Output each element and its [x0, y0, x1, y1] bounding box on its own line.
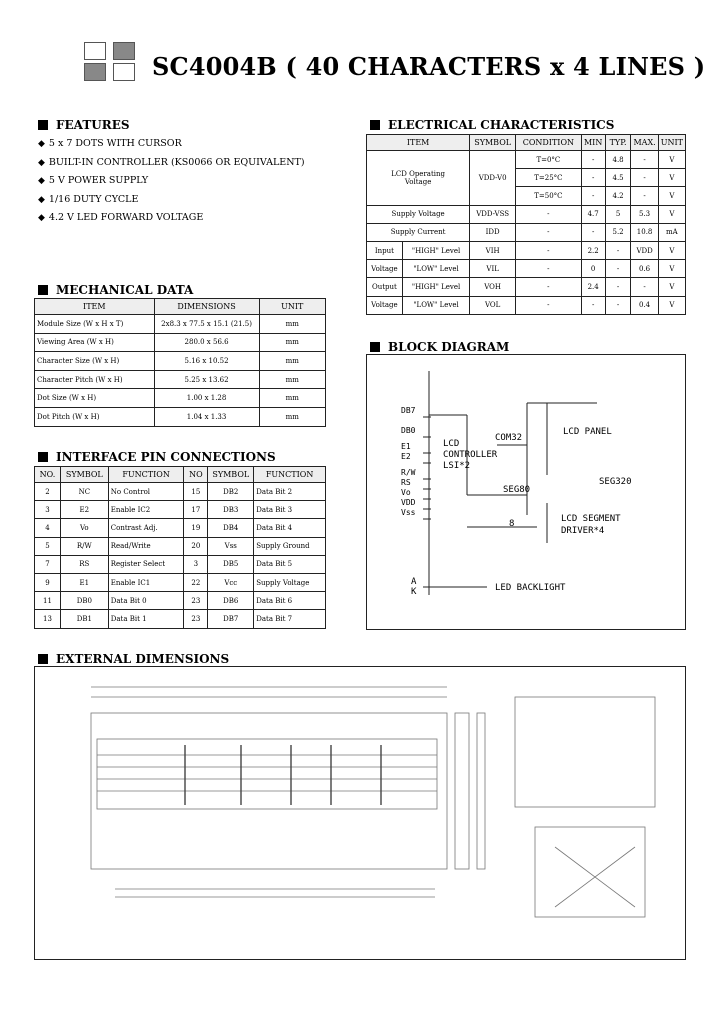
- lcd-panel-label: LCD PANEL: [563, 427, 612, 437]
- seg320-label: SEG320: [599, 477, 632, 487]
- table-cell: 4.8: [605, 151, 631, 169]
- interface-pin-table: [34, 466, 326, 629]
- feature-text: BUILT-IN CONTROLLER (KS0066 OR EQUIVALENT): [48, 156, 305, 168]
- table-cell: -: [605, 241, 631, 259]
- table-cell: Data Bit 3: [254, 501, 326, 519]
- table-cell: Register Select: [108, 555, 184, 573]
- feature-item: [38, 138, 182, 149]
- table-row: [367, 223, 686, 241]
- table-cell: VOH: [470, 278, 516, 296]
- pin-label: E1: [401, 442, 411, 451]
- pin-label: E2: [401, 452, 411, 461]
- table-cell: 2x8.3 x 77.5 x 15.1 (21.5): [154, 315, 259, 334]
- table-cell: 2: [35, 483, 61, 501]
- table-cell: -: [516, 223, 582, 241]
- logo-square-1: [84, 42, 106, 60]
- electrical-heading: ELECTRICAL CHARACTERISTICS: [370, 118, 614, 132]
- table-cell: 5: [605, 205, 631, 223]
- table-row: [35, 592, 326, 610]
- table-cell: E1: [60, 573, 108, 591]
- item-line: Voltage: [404, 177, 432, 186]
- table-cell: T=25°C: [516, 169, 582, 187]
- section-marker-icon: [38, 285, 48, 295]
- pin-label: DB7: [401, 406, 416, 415]
- column-header: DIMENSIONS: [154, 299, 259, 315]
- table-cell: Dot Size (W x H): [35, 389, 155, 408]
- interface-heading: INTERFACE PIN CONNECTIONS: [38, 450, 276, 464]
- column-header: ITEM: [35, 299, 155, 315]
- column-header: TYP.: [605, 135, 631, 151]
- mechanical-heading: MECHANICAL DATA: [38, 283, 193, 297]
- table-cell: IDD: [470, 223, 516, 241]
- table-row: [35, 370, 326, 389]
- table-cell: Viewing Area (W x H): [35, 333, 155, 352]
- table-cell: -: [631, 151, 658, 169]
- table-cell: Read/Write: [108, 537, 184, 555]
- table-cell: Vo: [60, 519, 108, 537]
- table-cell: V: [658, 260, 685, 278]
- controller-label: LCD CONTROLLER LSI*2: [443, 439, 498, 471]
- external-heading: EXTERNAL DIMENSIONS: [38, 652, 229, 666]
- page-title: SC4004B ( 40 CHARACTERS x 4 LINES ): [152, 52, 706, 81]
- table-cell: 4.2: [605, 187, 631, 205]
- table-cell: -: [605, 296, 631, 314]
- table-cell: VIH: [470, 241, 516, 259]
- table-cell: -: [516, 278, 582, 296]
- logo-square-3: [84, 63, 106, 81]
- table-cell: Module Size (W x H x T): [35, 315, 155, 334]
- table-cell: Vss: [208, 537, 254, 555]
- table-cell: 5.25 x 13.62: [154, 370, 259, 389]
- table-cell: "HIGH" Level: [402, 278, 469, 296]
- table-cell: 4.5: [605, 169, 631, 187]
- table-cell: 2.2: [581, 241, 605, 259]
- table-row: [367, 241, 686, 259]
- feature-text: 5 x 7 DOTS WITH CURSOR: [48, 138, 182, 149]
- table-cell: VDD-VSS: [470, 205, 516, 223]
- table-cell: Enable IC2: [108, 501, 184, 519]
- column-header: ITEM: [367, 135, 470, 151]
- table-cell: Output: [367, 278, 403, 296]
- table-cell: 7: [35, 555, 61, 573]
- table-cell: mm: [259, 333, 326, 352]
- section-marker-icon: [38, 654, 48, 664]
- pin-label: DB0: [401, 426, 416, 435]
- table-cell: 2.4: [581, 278, 605, 296]
- table-row: [35, 389, 326, 408]
- table-cell: Data Bit 5: [254, 555, 326, 573]
- table-cell: mm: [259, 389, 326, 408]
- table-cell: 13: [35, 610, 61, 628]
- table-row: [367, 296, 686, 314]
- table-cell: 0.4: [631, 296, 658, 314]
- table-cell: 5: [35, 537, 61, 555]
- table-cell: [367, 151, 470, 206]
- table-row: [35, 352, 326, 371]
- table-row: [35, 537, 326, 555]
- feature-item: [38, 157, 305, 168]
- table-cell: RS: [60, 555, 108, 573]
- table-cell: 5.16 x 10.52: [154, 352, 259, 371]
- pin-label: VDD: [401, 498, 416, 507]
- table-row: [35, 573, 326, 591]
- table-cell: V: [658, 151, 685, 169]
- table-cell: NC: [60, 483, 108, 501]
- table-cell: 9: [35, 573, 61, 591]
- table-cell: DB7: [208, 610, 254, 628]
- table-cell: 0.6: [631, 260, 658, 278]
- table-cell: DB4: [208, 519, 254, 537]
- table-cell: Input: [367, 241, 403, 259]
- table-cell: mm: [259, 407, 326, 426]
- table-cell: mm: [259, 315, 326, 334]
- table-cell: Character Size (W x H): [35, 352, 155, 371]
- table-cell: Supply Ground: [254, 537, 326, 555]
- table-cell: Data Bit 1: [108, 610, 184, 628]
- table-row: [35, 519, 326, 537]
- table-cell: -: [631, 278, 658, 296]
- table-cell: Data Bit 2: [254, 483, 326, 501]
- table-row: [367, 278, 686, 296]
- table-cell: VDD: [631, 241, 658, 259]
- table-cell: "LOW" Level: [402, 296, 469, 314]
- table-cell: -: [605, 278, 631, 296]
- table-cell: Vcc: [208, 573, 254, 591]
- table-cell: V: [658, 205, 685, 223]
- diamond-bullet-icon: ◆: [38, 194, 45, 205]
- column-header: NO: [184, 467, 208, 483]
- table-cell: Data Bit 4: [254, 519, 326, 537]
- logo-square-2: [113, 42, 135, 60]
- table-cell: 5.3: [631, 205, 658, 223]
- table-cell: mm: [259, 352, 326, 371]
- table-cell: DB3: [208, 501, 254, 519]
- table-cell: 4: [35, 519, 61, 537]
- table-cell: DB6: [208, 592, 254, 610]
- column-header: SYMBOL: [60, 467, 108, 483]
- column-header: FUNCTION: [254, 467, 326, 483]
- table-cell: R/W: [60, 537, 108, 555]
- table-cell: -: [516, 260, 582, 278]
- section-marker-icon: [370, 120, 380, 130]
- table-cell: -: [581, 223, 605, 241]
- table-cell: -: [516, 296, 582, 314]
- table-cell: 15: [184, 483, 208, 501]
- table-cell: "HIGH" Level: [402, 241, 469, 259]
- dimension-drawing-svg: [35, 667, 685, 959]
- table-cell: Data Bit 7: [254, 610, 326, 628]
- section-marker-icon: [38, 452, 48, 462]
- table-cell: 10.8: [631, 223, 658, 241]
- item-line: LCD Operating: [391, 169, 445, 178]
- table-cell: Data Bit 0: [108, 592, 184, 610]
- table-cell: -: [516, 241, 582, 259]
- table-cell: DB5: [208, 555, 254, 573]
- feature-item: [38, 194, 138, 205]
- table-cell: -: [581, 169, 605, 187]
- seg-label: SEG80: [503, 485, 531, 495]
- table-cell: 1.00 x 1.28: [154, 389, 259, 408]
- table-cell: No Control: [108, 483, 184, 501]
- column-header: MAX.: [631, 135, 658, 151]
- table-cell: Contrast Adj.: [108, 519, 184, 537]
- table-cell: 17: [184, 501, 208, 519]
- table-cell: 0: [581, 260, 605, 278]
- table-cell: V: [658, 278, 685, 296]
- column-header: FUNCTION: [108, 467, 184, 483]
- table-cell: 1.04 x 1.33: [154, 407, 259, 426]
- table-row: [35, 315, 326, 334]
- pin-label: R/W: [401, 468, 416, 477]
- table-cell: 23: [184, 610, 208, 628]
- column-header: UNIT: [259, 299, 326, 315]
- table-cell: -: [631, 169, 658, 187]
- table-cell: -: [631, 187, 658, 205]
- section-marker-icon: [370, 342, 380, 352]
- features-heading: FEATURES: [38, 118, 130, 132]
- table-cell: Character Pitch (W x H): [35, 370, 155, 389]
- table-cell: -: [605, 260, 631, 278]
- block-diagram: [366, 354, 686, 630]
- table-cell: Voltage: [367, 296, 403, 314]
- table-cell: mm: [259, 370, 326, 389]
- table-row: [367, 151, 686, 169]
- table-cell: 22: [184, 573, 208, 591]
- table-cell: mA: [658, 223, 685, 241]
- diamond-bullet-icon: ◆: [38, 213, 45, 223]
- diamond-bullet-icon: ◆: [38, 139, 45, 149]
- table-row: [35, 407, 326, 426]
- table-row: [35, 483, 326, 501]
- mechanical-table: [34, 298, 326, 427]
- table-cell: Enable IC1: [108, 573, 184, 591]
- feature-text: 5 V POWER SUPPLY: [48, 175, 149, 186]
- table-cell: -: [581, 187, 605, 205]
- table-cell: 20: [184, 537, 208, 555]
- table-row: [35, 555, 326, 573]
- table-cell: E2: [60, 501, 108, 519]
- column-header: SYMBOL: [208, 467, 254, 483]
- column-header: NO.: [35, 467, 61, 483]
- table-cell: V: [658, 187, 685, 205]
- com-label: COM32: [495, 433, 523, 443]
- pin-label: RS: [401, 478, 411, 487]
- table-cell: DB2: [208, 483, 254, 501]
- table-cell: 19: [184, 519, 208, 537]
- table-cell: 280.0 x 56.6: [154, 333, 259, 352]
- table-cell: 3: [35, 501, 61, 519]
- table-row: [35, 333, 326, 352]
- pin-label: Vss: [401, 508, 416, 517]
- table-cell: Supply Voltage: [254, 573, 326, 591]
- external-dimensions-drawing: [34, 666, 686, 960]
- column-header: UNIT: [658, 135, 685, 151]
- column-header: MIN: [581, 135, 605, 151]
- table-cell: Supply Current: [367, 223, 470, 241]
- table-cell: -: [516, 205, 582, 223]
- table-cell: VDD-V0: [470, 151, 516, 206]
- table-cell: VOL: [470, 296, 516, 314]
- block-diagram-heading: BLOCK DIAGRAM: [370, 340, 509, 354]
- table-cell: DB0: [60, 592, 108, 610]
- table-cell: 4.7: [581, 205, 605, 223]
- diamond-bullet-icon: ◆: [38, 176, 45, 186]
- electrical-table: [366, 134, 686, 315]
- bus-width-label: 8: [509, 519, 515, 529]
- table-row: [35, 501, 326, 519]
- table-cell: 23: [184, 592, 208, 610]
- feature-item: [38, 212, 203, 223]
- backlight-label: LED BACKLIGHT: [495, 583, 566, 593]
- table-row: [35, 610, 326, 628]
- section-marker-icon: [38, 120, 48, 130]
- diamond-bullet-icon: ◆: [38, 157, 45, 168]
- table-cell: Voltage: [367, 260, 403, 278]
- table-cell: V: [658, 241, 685, 259]
- feature-item: [38, 175, 148, 186]
- table-row: [367, 205, 686, 223]
- column-header: SYMBOL: [470, 135, 516, 151]
- table-cell: T=50°C: [516, 187, 582, 205]
- table-cell: "LOW" Level: [402, 260, 469, 278]
- pin-label: Vo: [401, 488, 411, 497]
- table-cell: 5.2: [605, 223, 631, 241]
- column-header: CONDITION: [516, 135, 582, 151]
- feature-text: 1/16 DUTY CYCLE: [48, 193, 139, 205]
- table-cell: -: [581, 151, 605, 169]
- feature-text: 4.2 V LED FORWARD VOLTAGE: [48, 212, 204, 223]
- segment-driver-label: LCD SEGMENT DRIVER*4: [561, 514, 621, 536]
- table-cell: 3: [184, 555, 208, 573]
- table-row: [367, 260, 686, 278]
- table-cell: DB1: [60, 610, 108, 628]
- table-cell: Data Bit 6: [254, 592, 326, 610]
- backlight-pins: A K: [411, 577, 417, 597]
- table-cell: Dot Pitch (W x H): [35, 407, 155, 426]
- table-cell: -: [581, 296, 605, 314]
- table-cell: 11: [35, 592, 61, 610]
- table-cell: V: [658, 296, 685, 314]
- table-cell: T=0°C: [516, 151, 582, 169]
- table-cell: VIL: [470, 260, 516, 278]
- logo-square-4: [113, 63, 135, 81]
- table-cell: Supply Voltage: [367, 205, 470, 223]
- table-cell: V: [658, 169, 685, 187]
